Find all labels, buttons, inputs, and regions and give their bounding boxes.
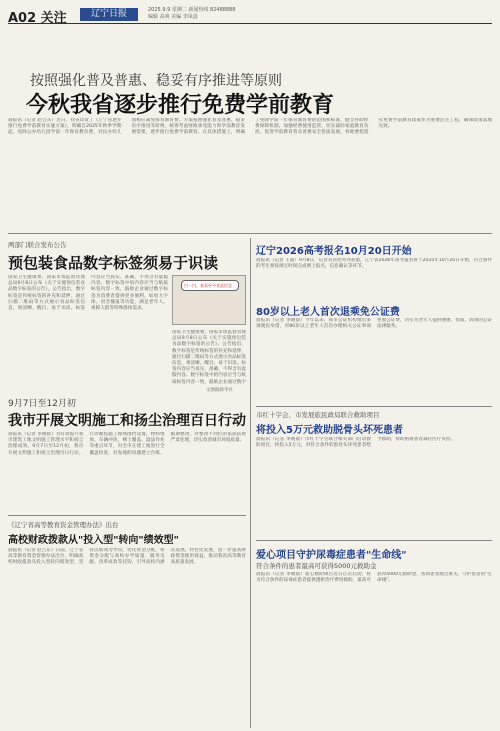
divider <box>256 540 492 541</box>
labeling-headline: 预包装食品数字标签须易于识读 <box>8 254 219 272</box>
fraud-kicker: 市红十字会、市发展旅民政局联合救助项目 <box>256 411 380 419</box>
page-header <box>8 6 492 24</box>
lead-headline: 今秋我省逐步推行免费学前教育 <box>26 93 335 118</box>
divider <box>8 515 246 516</box>
fraud-body: 晨报讯（记者 李晓晨）市红十字会联合相关部门启动救助项目，将投入5万元，对符合条件的股骨头坏死患者给予救助，帮助困难患者减轻医疗负担。 <box>256 437 456 449</box>
column-divider <box>250 238 251 728</box>
civil-headline: 我市开展文明施工和扬尘治理百日行动 <box>8 413 246 429</box>
finance-kicker: 《辽宁省高等教育资金管理办法》出台 <box>8 521 119 529</box>
finance-headline: 高校财政拨款从"投入型"转向"绩效型" <box>8 535 179 546</box>
love-body: 晨报讯（记者 李晓晨）爱心救助项目近日正式启动，将为符合条件的尿毒症患者提供透析治疗费用救助，最高可获得5000元救助金，帮助患者渡过难关，守护患者的"生命线"。 <box>256 572 492 584</box>
love-subheadline: 符合条件的患者最高可获得5000元救助金 <box>256 562 377 570</box>
newspaper-logo: 辽宁日报 <box>80 8 138 21</box>
lead-kicker: 按照强化普及普惠、稳妥有序推进等原则 <box>30 73 282 89</box>
civil-body: 晨报讯（记者 李晓晨）为有效提升我市建筑工地文明施工管理水平和扬尘治理成效，9月7日至12月初，我市开展文明施工和扬尘治理百日行动。行动聚焦施工现场围挡设置、物料堆放、车辆冲洗、裸土覆盖、湿法作业等重点环节，对全市在建工地进行全覆盖检查，对发现的问题建立台账、限期整改，对整改不到位的依法依规严肃处理，切实改善城市环境质量。 <box>8 432 246 456</box>
header-meta: 2025.9.9 星期二 新闻热线 82488888 编辑 高爽 美编 李凤晨 <box>148 7 236 20</box>
fraud-headline: 将投入5万元救助脱骨头坏死患者 <box>256 425 403 436</box>
labeling-kicker: 两部门联合发布公告 <box>8 241 67 249</box>
labeling-body: 国家卫生健康委、国家市场监督管理总局9月8日公布《关于实施预包装食品数字标签的公告》。公告指出，数字标签是传统标签的补充和延伸，通过扫描二维码等方式展示食品标签信息，须清晰、醒目、易于识读。标签内容应当真实、准确，不得含有虚假内容。数字标签中的内容应当与纸质标签内容一致，鼓励企业通过数字标签为消费者提供更多便利，如放大字体、语音播报等功能，满足老年人、视障人群等特殊群体需求。 <box>8 275 168 312</box>
love-headline: 爱心项目守护尿毒症患者"生命线" <box>256 550 407 561</box>
divider <box>8 233 492 234</box>
labeling-caption: 文图据新华社 <box>206 388 233 393</box>
illustration-image <box>172 275 246 325</box>
finance-body: 晨报讯（记者 赵吉东）日前，辽宁省高等教育资金管理办法出台，明确高校财政拨款从投入型转向绩效型，坚持以绩效为导向，优化资金分配，将资金分配与高校办学质量、服务贡献、改革成效等挂钩，引导高校内涵式发展、特色化发展，进一步提高财政资金使用效益，推动我省高等教育高质量发展。 <box>8 548 246 566</box>
exam-body: 晨报讯（记者 王迪）9月8日，记者从省招考办获悉，辽宁省2026年高考报名将于2025年10月20日开始，符合条件的考生须按规定时间完成网上报名、信息确认等环节。 <box>256 258 492 270</box>
exam-headline: 辽宁2026高考报名10月20日开始 <box>256 246 412 257</box>
divider <box>256 406 492 407</box>
lead-body: 晨报讯（记者 赵吉东）近日，我省印发了《辽宁省逐步推行免费学前教育实施方案》，明确自2025年秋季学期起，免除公办幼儿园学前一年保育教育费，对民办幼儿园相应减免保育教育费。方案按照强化普及普惠、稳妥有序推进等原则，统筹考虑财政承受能力和学前教育发展需要，逐步推行免费学前教育。在具体措施上，明确了免除学前一年保育教育费的范围和标准，健全补助经费保障机制，加强经费使用监管，切实减轻家庭教育负担，促进学前教育普及普惠安全优质发展。各地要把落实免费学前教育政策作为重要民生工程，确保政策落地见效。 <box>8 118 492 136</box>
labeling-body-cont: 国家卫生健康委、国家市场监督管理总局9月8日公布《关于实施预包装食品数字标签的公告》。公告指出，数字标签是传统标签的补充和延伸，通过扫描二维码等方式展示食品标签信息，须清晰、醒目、易于识读。标签内容应当真实、准确，不得含有虚假内容。数字标签中的内容应当与纸质标签内容一致，鼓励企业通过数字 <box>172 330 246 385</box>
illustration-bubble: 扫一扫，查看更多食品信息 <box>181 280 239 291</box>
page-label: A02 关注 <box>8 11 67 26</box>
civil-kicker: 9月7日至12月初 <box>8 399 76 409</box>
subsidy-headline: 80岁以上老人首次退乘免公证费 <box>256 307 400 318</box>
subsidy-body: 晨报讯（记者 李晓晨）今年以来，我市公证机构推出多项便民举措，对80岁以上老年人首次办理相关公证事项免收公证费，切实为老年人提供便捷、优质、高效的公证法律服务。 <box>256 318 492 330</box>
